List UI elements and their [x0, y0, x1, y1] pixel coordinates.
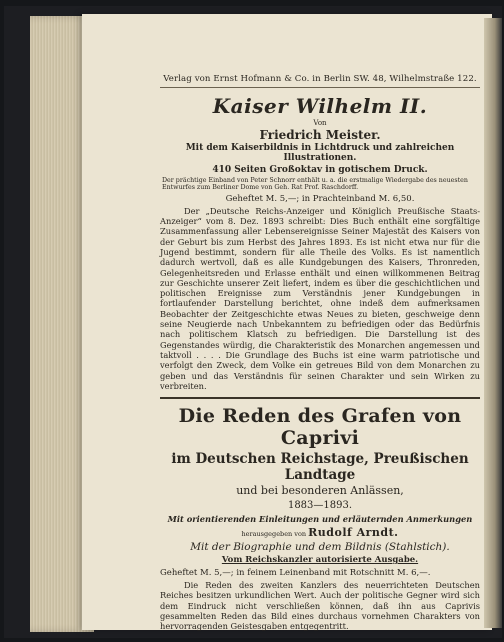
book1-pages: 410 Seiten Großoktav in gotischem Druck. — [212, 165, 428, 175]
book2-years: 1883—1893. — [287, 500, 353, 512]
book2-bio: Mit der Biographie und dem Bildnis (Stahlstich). — [190, 541, 450, 554]
book2-description: Die Reden des zweiten Kanzlers des neuerrichteten Deutschen Reiches besitzen urkundlichen Wert. Auch der politische Gegner wird sich dem Eindruck nicht verschließen können, daß ihn aus Caprivis gesammelten Reden das Bild eines durchaus vornehmen Charakters von hervorragenden Geistesgaben entgegentritt. — [160, 580, 480, 632]
book1-title: Kaiser Wilhelm II. — [212, 94, 428, 118]
book1-price: Geheftet M. 5,—; in Prachteinband M. 6,50. — [225, 193, 415, 204]
book2-advert — [160, 405, 480, 631]
book2-title-line3: und bei besonderen Anlässen, — [236, 484, 404, 498]
book2-editor-prefix: herausgegeben von — [241, 530, 307, 539]
publisher-header: Verlag von Ernst Hofmann & Co. in Berlin SW. 48, Wilhelmstraße 122. — [160, 74, 480, 88]
book1-binding-note: Der prächtige Einband von Peter Schnorr enthält u. a. die erstmalige Wiedergabe des neuesten Entwurfes zum Berliner Dome von Geh. Rat Prof. Raschdorff. — [162, 177, 468, 192]
book1-subtitle: Mit dem Kaiserbildnis in Lichtdruck und zahlreichen Illustrationen. — [185, 143, 455, 163]
book2-price: Geheftet M. 5,—; in feinem Leinenband mit Rotschnitt M. 6,—. — [160, 568, 431, 579]
book1-advert — [160, 94, 480, 391]
book1-von: Von — [313, 119, 327, 127]
book2-intro: Mit orientierenden Einleitungen und erläuternden Anmerkungen — [167, 514, 473, 525]
book2-editor: Rudolf Arndt. — [308, 526, 399, 540]
book2-edition: Vom Reichskanzler autorisierte Ausgabe. — [221, 555, 419, 566]
page-content — [160, 74, 480, 632]
book2-title: Die Reden des Grafen von Caprivi — [178, 405, 462, 450]
book1-review: Der „Deutsche Reichs-Anzeiger und Königlich Preußische Staats-Anzeiger“ vom 8. Dez. 1893 schreibt: Dies Buch enthält eine sorgfältige Zusammenfassung aller Lebensereignisse Seiner Majestät des Kaisers von der Geburt bis zum Herbst des Jahres 1893. Es ist nicht etwa nur für die Jugend bestimmt, sondern für alle Theile des Volks. Es ist namentlich dadurch wertvoll, daß es alle Kundgebungen des Kaisers, Thronreden, Gelegenheitsreden und Erlasse enthält und einen willkommenen Beitrag zur Geschichte unserer Zeit liefert, indem es über die geschichtlichen und politischen Ereignisse zum Verständnis jener Kundgebungen in fortlaufender Darstellung berichtet, ohne indeß dem aufmerksamen Beobachter der Zeitgeschichte etwas Neues zu bieten, geschweige denn seine Neugierde nach Unbekanntem zu befriedigen oder das Bedürfnis nach politischem Klatsch zu befriedigen. Die Darstellung ist des Gegenstandes würdig, die Charakteristik des Monarchen angemessen und taktvoll . . . . Die Grundlage des Buchs ist eine warm patriotische und verfolgt den Zweck, dem Volke ein getreues Bild von dem Monarchen zu geben und das Verständnis für seinen Charakter und sein Wirken zu verbreiten. — [160, 205, 480, 391]
right-page-edge — [484, 18, 502, 628]
book2-title-line2: im Deutschen Reichstage, Preußischen Landtage — [171, 451, 469, 484]
book2-editor-line — [160, 526, 480, 539]
book1-author: Friedrich Meister. — [259, 128, 381, 142]
section-divider — [160, 397, 480, 399]
